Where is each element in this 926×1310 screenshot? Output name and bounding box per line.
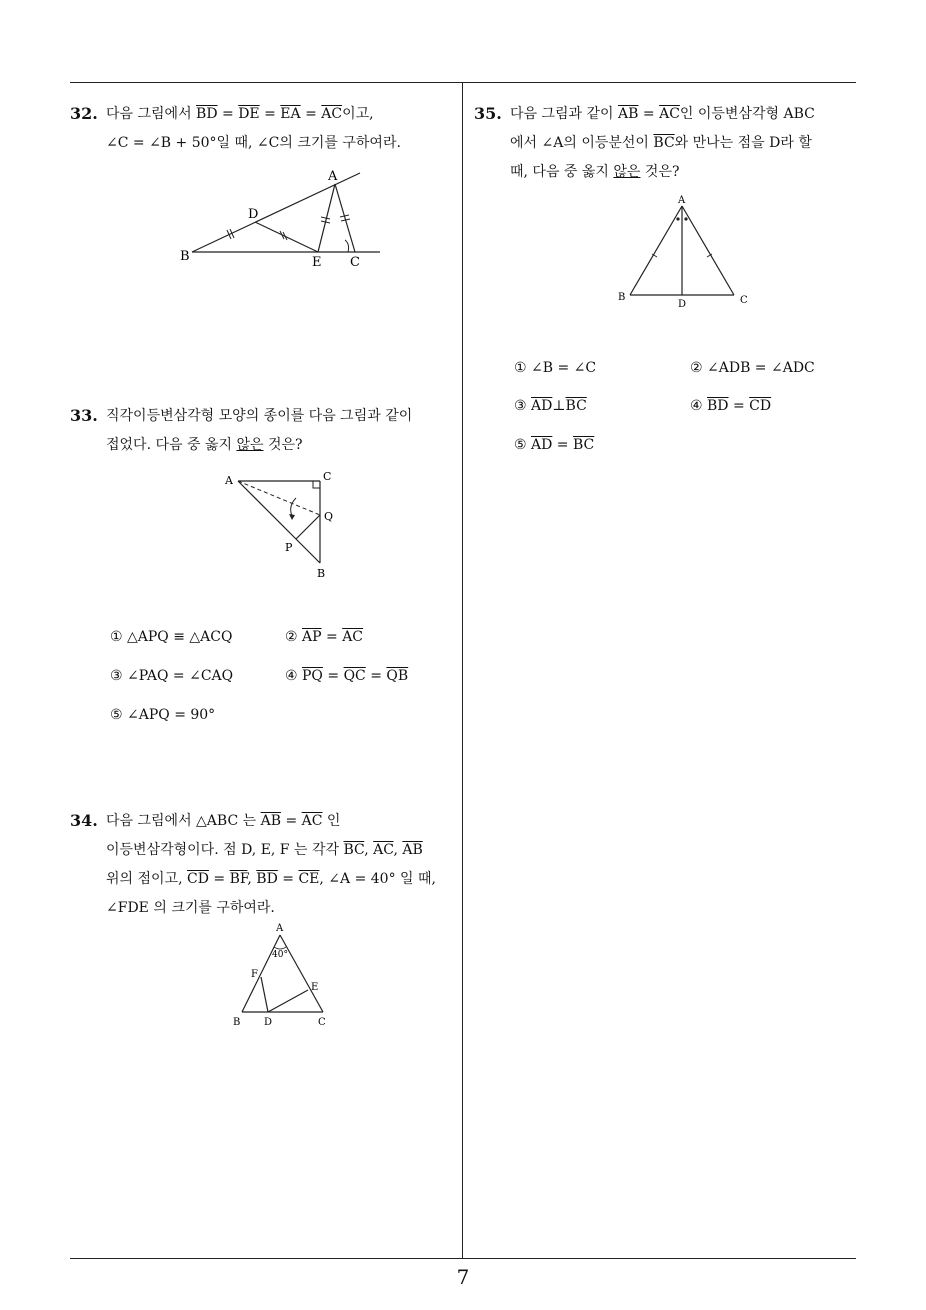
q34-l1-pre: 다음 그림에서 △ABC 는 <box>106 813 261 829</box>
q34-text <box>106 807 436 923</box>
comma: , <box>247 871 257 887</box>
q32-line2: ∠C = ∠B + 50°일 때, ∠C의 크기를 구하여라. <box>106 135 401 151</box>
q33-choice-2[interactable] <box>285 629 363 645</box>
seg-qb: $\overline{QB}$ <box>386 668 409 684</box>
q34-l3-post: , ∠A = 40° 일 때, <box>319 871 436 887</box>
seg-bd: $\overline{BD}$ <box>196 106 218 122</box>
c-pre: ⑤ <box>514 437 532 453</box>
label-c: C <box>318 1017 326 1028</box>
q35-l3-ul: 않은 <box>613 164 641 180</box>
label-e: E <box>311 982 319 993</box>
label-f: F <box>251 969 258 980</box>
q35-line2 <box>510 129 815 158</box>
side-ab <box>630 206 682 295</box>
seg-ac: $\overline{AC}$ <box>373 842 394 858</box>
q35-l2-post: 와 만나는 점을 D라 할 <box>674 135 812 151</box>
q33-text <box>106 402 412 460</box>
seg-ad: $\overline{AD}$ <box>531 398 553 414</box>
seg-bf: $\overline{BF}$ <box>229 871 248 887</box>
seg-ea: $\overline{EA}$ <box>280 106 301 122</box>
seg-pq <box>296 515 320 539</box>
seg-ad: $\overline{AD}$ <box>531 437 553 453</box>
seg-cd: $\overline{CD}$ <box>186 871 209 887</box>
eq: = <box>728 398 750 414</box>
side-ac <box>682 206 734 295</box>
q34-l2-pre: 이등변삼각형이다. 점 D, E, F 는 각각 <box>106 842 344 858</box>
side-ac <box>280 935 323 1012</box>
fold-arrow-head <box>289 514 295 520</box>
q33-choice-1[interactable]: ① △APQ ≡ △ACQ <box>110 629 233 645</box>
q35-figure <box>612 192 757 314</box>
q32-l1-pre: 다음 그림에서 <box>106 106 197 122</box>
q35-line3 <box>510 158 815 187</box>
q33-choice-3[interactable]: ③ ∠PAQ = ∠CAQ <box>110 668 234 684</box>
q34-line1 <box>106 807 436 836</box>
seg-de <box>268 990 308 1012</box>
seg-bc: $\overline{BC}$ <box>565 398 587 414</box>
perp: ⊥ <box>552 398 566 414</box>
q32-number: 32. <box>70 104 98 123</box>
eq: = <box>217 106 239 122</box>
label-q: Q <box>324 510 334 523</box>
c-pre: ④ <box>285 668 303 684</box>
label-a: A <box>678 195 686 206</box>
seg-ac: $\overline{AC}$ <box>321 106 343 122</box>
q33-l2-pre: 접었다. 다음 중 옳지 <box>106 437 237 453</box>
q35-l1-post: 인 이등변삼각형 ABC <box>679 106 815 122</box>
label-b: B <box>233 1017 241 1028</box>
seg-ac: $\overline{AC}$ <box>659 106 680 122</box>
bottom-rule <box>70 1258 856 1259</box>
comma: , <box>393 842 403 858</box>
q32-figure <box>170 160 400 270</box>
q33-l2-ul: 않은 <box>236 437 264 453</box>
seg-de: $\overline{DE}$ <box>238 106 260 122</box>
q34-line4: ∠FDE 의 크기를 구하여라. <box>106 900 275 916</box>
q35-l3-post: 것은? <box>640 164 680 180</box>
q35-line1 <box>510 100 815 129</box>
q35-choice-1[interactable]: ① ∠B = ∠C <box>514 360 597 376</box>
label-d: D <box>264 1017 273 1028</box>
q33-l2-post: 것은? <box>263 437 303 453</box>
seg-ac: $\overline{AC}$ <box>301 813 323 829</box>
seg-bd: $\overline{BD}$ <box>707 398 729 414</box>
q33-line1: 직각이등변삼각형 모양의 종이를 다음 그림과 같이 <box>106 408 413 424</box>
eq: = <box>208 871 230 887</box>
seg-bd: $\overline{BD}$ <box>256 871 278 887</box>
label-d: D <box>678 299 687 310</box>
q33-number: 33. <box>70 406 98 425</box>
label-a: A <box>328 169 338 184</box>
side-ab <box>238 481 320 563</box>
seg-ab: $\overline{AB}$ <box>402 842 423 858</box>
eq: = <box>277 871 299 887</box>
c-pre: ④ <box>690 398 708 414</box>
angle-dot <box>676 217 679 220</box>
angle-a-arc <box>274 947 286 949</box>
q35-choice-3[interactable] <box>514 398 587 414</box>
label-a: A <box>225 474 233 487</box>
eq: = <box>322 668 344 684</box>
q35-text <box>510 100 815 187</box>
eq: = <box>321 629 343 645</box>
q34-number: 34. <box>70 811 98 830</box>
q34-figure <box>228 920 338 1030</box>
eq: = <box>281 813 302 829</box>
seg-qc: $\overline{QC}$ <box>343 668 366 684</box>
q35-choice-2[interactable]: ② ∠ADB = ∠ADC <box>690 360 815 376</box>
label-b: B <box>180 249 190 264</box>
q32-line1 <box>106 100 401 129</box>
q32-l1-post: 이고, <box>342 106 374 122</box>
label-a: A <box>276 923 284 934</box>
q34-line3 <box>106 865 436 894</box>
eq: = <box>638 106 660 122</box>
q33-choice-5[interactable]: ⑤ ∠APQ = 90° <box>110 707 216 723</box>
q34-l1-post: 인 <box>322 813 341 829</box>
q35-number: 35. <box>474 104 502 123</box>
seg-ce: $\overline{CE}$ <box>298 871 320 887</box>
label-c: C <box>323 470 332 483</box>
q35-choice-5[interactable] <box>514 437 594 453</box>
eq: = <box>300 106 322 122</box>
eq: = <box>259 106 281 122</box>
right-angle-mark <box>313 481 320 488</box>
seg-ap: $\overline{AP}$ <box>302 629 322 645</box>
q33-figure <box>220 468 340 583</box>
seg-pq: $\overline{PQ}$ <box>302 668 323 684</box>
q35-choice-4[interactable] <box>690 398 771 414</box>
label-c: C <box>740 295 748 306</box>
seg-bc: $\overline{BC}$ <box>653 135 675 151</box>
angle-c-arc <box>345 240 349 252</box>
page-number: 7 <box>456 1265 470 1289</box>
top-rule <box>70 82 856 83</box>
q34-l3-pre: 위의 점이고, <box>106 871 187 887</box>
seg-de-line <box>255 222 318 252</box>
label-p: P <box>285 541 293 554</box>
q35-l2-pre: 에서 ∠A의 이등분선이 <box>510 135 654 151</box>
column-divider <box>462 83 463 1259</box>
eq: = <box>552 437 573 453</box>
label-angle: 40° <box>272 950 288 960</box>
angle-dot <box>684 217 687 220</box>
c-pre: ③ <box>514 398 532 414</box>
q35-l1-pre: 다음 그림과 같이 <box>510 106 619 122</box>
q33-line2 <box>106 431 412 460</box>
comma: , <box>364 842 374 858</box>
fold-arrow <box>291 498 296 516</box>
q35-l3-pre: 때, 다음 중 옳지 <box>510 164 614 180</box>
label-d: D <box>248 207 259 222</box>
seg-ac: $\overline{AC}$ <box>342 629 364 645</box>
label-b: B <box>618 292 626 303</box>
seg-ab: $\overline{AB}$ <box>618 106 639 122</box>
side-ab <box>242 935 280 1012</box>
c-pre: ② <box>285 629 303 645</box>
q34-line2 <box>106 836 436 865</box>
seg-bc: $\overline{BC}$ <box>573 437 595 453</box>
seg-fd <box>261 977 268 1012</box>
q32-text <box>106 100 401 158</box>
label-b: B <box>317 567 326 580</box>
eq: = <box>365 668 387 684</box>
seg-ac-line <box>335 184 355 252</box>
label-e: E <box>312 255 322 270</box>
seg-bc: $\overline{BC}$ <box>343 842 365 858</box>
seg-ab: $\overline{AB}$ <box>260 813 282 829</box>
q33-choice-4[interactable] <box>285 668 408 684</box>
seg-cd: $\overline{CD}$ <box>749 398 772 414</box>
fold-aq <box>238 481 320 515</box>
label-c: C <box>350 255 360 270</box>
